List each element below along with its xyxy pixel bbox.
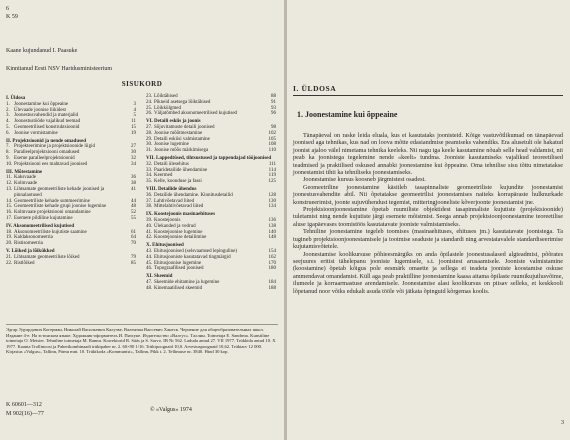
- toc-entry-number: 8.: [6, 150, 10, 156]
- copyright-notice: © «Valgus» 1974: [150, 407, 192, 413]
- toc-title: SISUKORD: [121, 80, 163, 88]
- toc-entry-number: 35.: [146, 179, 153, 185]
- toc-entry-title: Joonise lugemine: [154, 142, 189, 148]
- toc-entry: [146, 111, 276, 117]
- toc-entry-title: VII. Lappedtüsed, tihtsustused ja tappendajad tööjoonised: [146, 155, 272, 161]
- toc-entry-number: 26.: [146, 111, 153, 117]
- toc-entry-page: 93: [271, 105, 276, 111]
- right-page: [287, 0, 570, 440]
- toc-entry-number: 47.: [146, 279, 153, 285]
- toc-entry-title: Lõikkülgmed: [154, 105, 181, 111]
- toc-entry-page: 114: [268, 167, 276, 173]
- section-heading: 1. Joonestamine kui õppeaine: [297, 110, 398, 119]
- toc-entry-title: Lõiktähised: [154, 94, 178, 99]
- left-page-number: 6: [6, 6, 9, 12]
- toc-entry-title: Ehitusjooniste kasutatavad tingmärgid: [154, 254, 231, 260]
- toc-entry-number: 34.: [146, 173, 153, 179]
- toc-entry-page: 134: [268, 204, 276, 210]
- toc-entry: [146, 148, 276, 154]
- toc-entry-page: 98: [271, 124, 276, 130]
- toc-entry-number: 19.: [6, 235, 13, 241]
- toc-entry-title: Ristlõiked: [14, 260, 35, 266]
- toc-entry-number: 16.: [6, 210, 13, 216]
- toc-entry-page: 184: [268, 279, 276, 285]
- toc-entry-page: 154: [268, 248, 276, 254]
- toc-entry-title: Paralleelprojektsiooni omadused: [14, 150, 80, 156]
- toc-entry-title: Detailide ühendamine. Kinnitusdetailid: [154, 192, 233, 198]
- toc-entry-number: 45.: [146, 260, 153, 266]
- toc-entry-page: 4: [133, 107, 136, 113]
- toc-entry: [146, 286, 276, 292]
- toc-entry-page: 36: [131, 175, 136, 181]
- toc-entry-page: 15: [131, 124, 136, 130]
- toc-entry-page: 111: [268, 161, 276, 167]
- right-page-number: 3: [561, 420, 564, 426]
- toc-entry-page: 170: [268, 260, 276, 266]
- paragraph: Projektsioonjoonestamine õpetab ruumiliste objektidest tasapinnaliste kujutiste (projektsioonide) tuletamist ning nende kujutiste järgi esemete mõistmist. Seega annab projektsioonjoonestamine teoreetilise aluse igapäevases toomistöös kasutatavate jooniste valmistamiseks.: [293, 206, 563, 228]
- toc-entry-title: Lihtsamate geomeetriliste kehade joonised ja pinnalaotused: [14, 186, 105, 198]
- toc-entry-title: Joonise mõõtmestamine: [154, 130, 203, 136]
- toc-entry-title: Paaridetailide ühendamine: [154, 167, 208, 173]
- paragraph: Tehniline joonestamine tegeleb toomises (masinaehituses, ehituses jm.) kasutatavate joonistega. Ta tugineb projektsioonjoonestamisele ja tootmise seaduste ja standardi ning arvestatavalele standardiseerimise kujutamisvõtetele.: [293, 228, 563, 251]
- toc-entry-page: 119: [268, 173, 276, 179]
- toc-entry-number: 1.: [6, 101, 10, 107]
- toc-entry-title: Kaldaksonomeetria: [14, 235, 53, 241]
- toc-entry-title: Aksonomeetriliste kujutiste saamine: [14, 229, 87, 235]
- toc-entry-page: 130: [268, 198, 276, 204]
- toc-entry-title: XI. Skeemid: [146, 274, 173, 280]
- toc-entry-title: Kelle, koonduse ja fassi: [154, 179, 202, 185]
- left-page: [0, 0, 284, 440]
- toc-entry-page: 105: [268, 136, 276, 142]
- toc-entry: [146, 179, 276, 185]
- chapter-heading: I. ÜLDOSA: [293, 84, 337, 93]
- toc-entry: [6, 216, 136, 222]
- toc-entry-title: VI. Detaili eskiis ja joonis: [146, 119, 201, 125]
- toc-entry: [6, 241, 136, 247]
- toc-entry-title: Koostejoonis: [154, 217, 181, 223]
- toc-entry-title: Sõjuvitamuste detaili joonised: [154, 124, 215, 130]
- toc-entry-number: 11.: [6, 175, 13, 181]
- toc-entry-title: IX. Koostejoonis masinaehituses: [146, 212, 216, 218]
- toc-entry-title: Detaili eskiisi valmistamine: [154, 136, 210, 142]
- toc-entry-number: 13.: [6, 186, 13, 192]
- toc-entry-title: Lahtivõetavad liited: [154, 198, 195, 204]
- toc-entry-number: 17.: [6, 215, 13, 221]
- toc-entry-number: 5.: [6, 124, 10, 130]
- toc-entry: [146, 204, 276, 210]
- toc-entry-title: X. Ehitusjoonised: [146, 243, 184, 249]
- toc-entry-title: Ehitusjoonised (selsvaamsed lepinguline): [154, 248, 238, 254]
- toc-entry-number: 33.: [146, 167, 153, 173]
- toc-entry-number: 2.: [6, 107, 10, 113]
- toc-entry-page: 48: [131, 204, 136, 210]
- toc-entry-page: 85: [131, 260, 136, 266]
- toc-entry-page: 38: [131, 181, 136, 187]
- toc-entry-title: I. Üldosa: [6, 96, 26, 101]
- toc-entry-title: Ülekanded ja vedrud: [154, 223, 196, 229]
- toc-entry-number: 18.: [6, 229, 13, 235]
- toc-entry-number: 6.: [6, 130, 10, 136]
- toc-entry-title: Ülevaade joonise liikidest: [14, 107, 66, 113]
- toc-entry-page: 88: [271, 94, 276, 99]
- toc-entry-title: Kolmvaate projektsiooni omandamine: [14, 210, 91, 216]
- toc-entry-number: 32.: [146, 161, 153, 167]
- toc-entry-number: 12.: [6, 181, 13, 187]
- toc-entry-title: Ristisomeetria: [14, 241, 43, 247]
- toc-entry-title: Väljatõmbed aksonomeetrilised kujutised: [154, 111, 238, 117]
- toc-entry-page: 125: [268, 179, 276, 185]
- toc-entry: [146, 266, 276, 272]
- approval-credit: Kinnitanud Eesti NSV Haridusministeerium: [6, 66, 113, 72]
- toc-entry-page: 138: [268, 223, 276, 229]
- toc-entry-page: 32: [131, 155, 136, 161]
- toc-entry: [6, 162, 136, 168]
- toc-entry-title: Kolmvaade: [14, 181, 38, 187]
- toc-entry-number: 25.: [146, 105, 153, 111]
- toc-entry-page: 140: [268, 229, 276, 235]
- toc-entry-page: 128: [268, 192, 276, 198]
- toc-entry-number: 43.: [146, 248, 153, 254]
- toc-entry-title: V. Lõiked ja lõikükked: [6, 248, 55, 254]
- catalog-code-2: M 902(16)—77: [6, 411, 44, 417]
- toc-entry-number: 14.: [6, 198, 13, 204]
- toc-entry: [146, 235, 276, 241]
- toc-entry-title: Joonestustööde vajalikud teemad: [14, 119, 81, 125]
- toc-entry-page: 61: [131, 229, 136, 235]
- paragraph: Joonestamise koolikursuse põhieesmärgiks on anda õpilastele joonestusalased algteadmisi, põõrates seejuures eritist tähelepanu jooniste lugemisele, s.t. joonistest arusaamisele. Jooniste valmistamine (koostamine) õpetab kõigus pole eesmärk omaette ja sellega ei teadeta jooniste koostamise oskuse ammendavat omandamist. Küll aga peab praktilline joonestamine kaasa aitama õpilaste ruumikujutlusvõime, ilumeele ja korraarmastuse arendamisele. Joonestamise alasi koolikursus on piisav selleks, et keskkooli lõpetanud noor võiks edukalt asuda tööle või jätkata õpinguid kõrgemas koolis.: [293, 250, 563, 295]
- toc-entry: [6, 261, 136, 267]
- toc-entry-page: 162: [268, 254, 276, 260]
- toc-entry-title: Projekteerimine ja projektsioonide liigid: [14, 144, 95, 150]
- toc-entry-page: 64: [131, 235, 136, 241]
- toc-entry-title: Projektsiooni ees mahtavad joonised: [14, 161, 88, 167]
- toc-entry-title: III. Mõtestamine: [6, 169, 43, 175]
- toc-entry-page: 96: [271, 111, 276, 117]
- toc-entry: [6, 187, 136, 199]
- toc-entry-number: 10.: [6, 161, 13, 167]
- toc-entry-page: 52: [131, 210, 136, 216]
- toc-entry-title: VIII. Detailide ühendus: [146, 186, 197, 192]
- toc-entry-number: 37.: [146, 198, 153, 204]
- toc-entry-number: 38.: [146, 204, 153, 210]
- toc-entry-title: Esemete pildiline kujutamine: [14, 215, 73, 221]
- cover-designer-credit: Kaane kujundanud I. Paasuke: [6, 48, 78, 54]
- toc-entry-page: 70: [131, 241, 136, 247]
- toc-entry-number: 21.: [6, 254, 13, 260]
- toc-entry-page: 55: [131, 215, 136, 221]
- toc-entry-title: II. Projektsioonid ja nende omadused: [6, 138, 87, 144]
- toc-entry-number: 48.: [146, 285, 153, 291]
- toc-entry-page: 79: [131, 254, 136, 260]
- toc-entry-number: 28.: [146, 130, 153, 136]
- paragraph: Joonestamise kursus koosneb järgmistest osadest.: [303, 176, 426, 184]
- toc-entry-page: 41: [131, 186, 136, 192]
- toc-entry-title: Eseme paralleelprojektsioonid: [14, 155, 75, 161]
- classification-code: K 59: [6, 14, 18, 20]
- toc-entry-number: 46.: [146, 266, 153, 272]
- toc-entry-number: 40.: [146, 223, 153, 229]
- toc-entry-title: IV. Aksonomeetrilised kujutised: [6, 223, 75, 229]
- toc-entry-title: Geomeetriliste kehade grupi joonise lugemine: [14, 204, 107, 210]
- toc-entry-page: 110: [268, 148, 276, 154]
- toc-entry-number: 30.: [146, 142, 153, 148]
- toc-entry-title: Joonestusvahendid ja materjalid: [14, 113, 79, 119]
- toc-entry-title: Kaksvaade: [14, 175, 36, 181]
- toc-entry-title: Mittelahtivõetavad liited: [154, 204, 204, 210]
- toc-entry-number: 42.: [146, 235, 153, 241]
- toc-entry-number: 36.: [146, 192, 153, 198]
- toc-entry-page: 30: [131, 150, 136, 156]
- toc-entry-number: 7.: [6, 144, 10, 150]
- toc-entry-page: 27: [131, 144, 136, 150]
- toc-entry-page: 188: [268, 285, 276, 291]
- toc-entry-title: Keermed: [154, 173, 173, 179]
- imprint-text: Эдгар Эдуардович Когерман, Николай Васильевич Калузве, Валентин Ваосевич Ханеск. Черчение для общеобразовательных школ. Издание 4-е. На эстонском языке. Художник-оформитель И. Пяэсуке. Издательство «Валгус». Таллин. Toimetaja E. Sandrma. Kunstiline toimetaja O. Meister. Tehniline toimetaja M. Rannu. Korrektorid R. Sääs ja S. Sarvo. IB Nr 562. Laduda antud 27. VII 1977. Trükkida antud 10. X 1977. Kaanta Trollinoosi ja Paberikombinaadi trükipaber nr. 2. 60×90 1/16. Trükipoognaid 10,0. Arvestuspoognaid 10,62. Trükiarv 12 000. Kirjastus «Valgus», Tallinn, Pärnu mnt. 10. Trükikoda «Kommunist», Tallinn, Pikk t. 2. Tellimuse nr. 3840. Hind 30 kop.: [6, 327, 276, 355]
- chapter-rule: [293, 95, 563, 96]
- toc-entry-page: 34: [131, 161, 136, 167]
- toc-entry-number: 3.: [6, 113, 10, 119]
- toc-column-1: [6, 94, 136, 266]
- toc-entry-title: Koostejoonise lugemine: [154, 229, 203, 235]
- toc-column-2: [146, 94, 276, 292]
- toc-entry-title: Koostejoonise detailimine: [154, 235, 207, 241]
- toc-entry-page: 44: [131, 198, 136, 204]
- toc-entry-page: 5: [133, 113, 136, 119]
- toc-entry-title: Pikneid asetsega lõiktähised: [154, 99, 211, 105]
- toc-entry-number: 23.: [146, 94, 153, 99]
- toc-entry-title: Kinemaatilised skeemid: [154, 285, 203, 291]
- toc-entry-page: 102: [268, 130, 276, 136]
- toc-entry-title: Lihtsamate geomeetriliste lõiked: [14, 254, 80, 260]
- toc-entry-number: 22.: [6, 260, 13, 266]
- toc-entry-title: Joonise mõõs märkimisega: [154, 148, 209, 154]
- catalog-code-1: K 60601—312: [6, 402, 42, 408]
- toc-entry-number: 9.: [6, 155, 10, 161]
- toc-entry-title: Topograafilised joonised: [154, 266, 204, 272]
- toc-entry-number: 27.: [146, 124, 153, 130]
- toc-entry: [6, 131, 136, 137]
- toc-entry-page: 148: [268, 235, 276, 241]
- toc-entry-page: 19: [131, 130, 136, 136]
- paragraph: Geomeetriline joonestamine käsitleb tasapinnaliste geomeetriliste kujundite joonestamist joonestusvahendite abil. Nii õpetatakse geomeetrilisi joonestamises naiteks korrapäraste hulknurkade konstrueerimist, joonte sujuvühendust tegemist, mitteringjooneliste kõverjoonte joonestamist jne.: [293, 183, 563, 206]
- imprint-divider: [6, 324, 278, 325]
- toc-entry-number: 39.: [146, 217, 153, 223]
- toc-entry-title: Ehitusjoonise lugemine: [154, 260, 202, 266]
- toc-entry-number: 20.: [6, 241, 13, 247]
- toc-entry-number: 15.: [6, 204, 13, 210]
- toc-entry-page: 136: [268, 217, 276, 223]
- toc-entry-number: 44.: [146, 254, 153, 260]
- toc-entry-page: 3: [133, 101, 136, 107]
- toc-entry-number: 29.: [146, 136, 153, 142]
- toc-entry-page: 180: [268, 266, 276, 272]
- toc-entry-page: 108: [268, 142, 276, 148]
- toc-entry-number: 31.: [146, 148, 153, 154]
- toc-entry-page: 11: [131, 119, 136, 125]
- toc-entry-number: 4.: [6, 119, 10, 125]
- toc-entry-title: Joonestamine kui õppeaine: [14, 101, 69, 107]
- toc-entry-number: 24.: [146, 99, 153, 105]
- toc-entry-page: 91: [271, 99, 276, 105]
- toc-entry-number: 41.: [146, 229, 153, 235]
- toc-entry-title: Geomeetrilised konstruktsioonid: [14, 124, 80, 130]
- section-body: [293, 132, 563, 295]
- paragraph: Tänapäeval on raske leida eluala, kus ei kasutataks joonisteid. Kõige vastuvõtlikumad on tänapäevad joonised aga tehnikas, kus nad on loova mõtte edasiandmise peamiseks vahendiks. Era alusetult ole hakatud joonist ajaloo välel nimetama tehnika keeleks. Nii nagu iga keele kasutamine nõuab selle head valdamist, nii peab ka joonistega tegelemine nende «keelt» tundma. Jooniste kasutamiseks vajalikud teoreetilised teadmised ja praktilised oskused annabki joonestamine kui õppeaine. Oma tehnilise sisu tõttu nimetatakse joonestamist tihti ka tehniliseks joonestamiseks.: [293, 132, 563, 177]
- toc-entry-title: Detaili ülesehitus: [154, 161, 189, 167]
- toc-entry-title: Geomeetriliste kehade summeerimine: [14, 198, 90, 204]
- toc-entry-title: Skeemide ehitamine ja lugemine: [154, 279, 220, 285]
- toc-entry-title: Joonise vormistamine: [14, 130, 58, 136]
